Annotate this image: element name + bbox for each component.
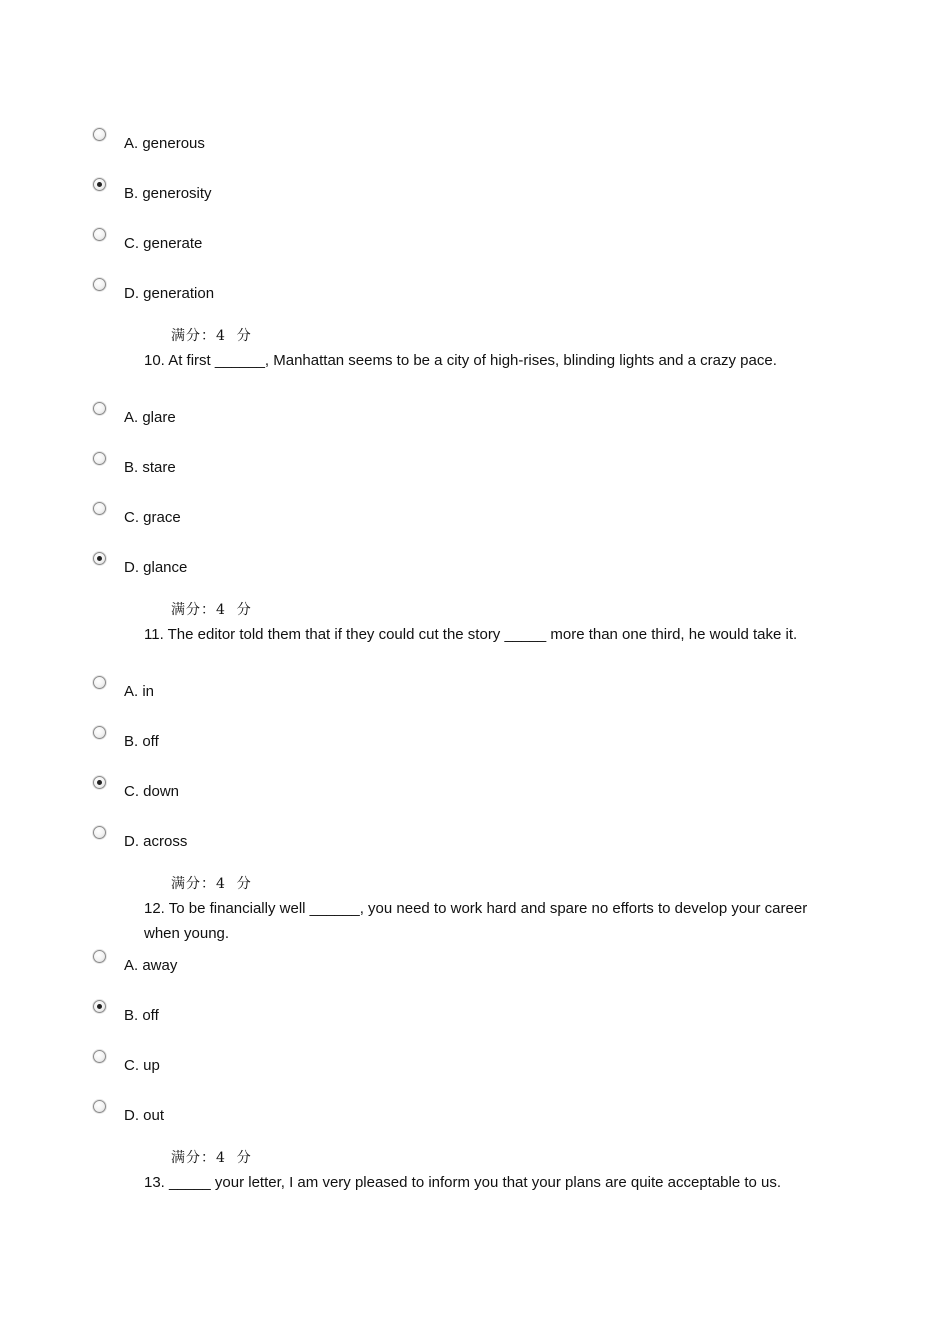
q11-option-b-label[interactable]: B. off xyxy=(124,733,159,750)
q12-option-b-label[interactable]: B. off xyxy=(124,1007,159,1024)
q12-score: 满分：4 分 xyxy=(171,1150,252,1166)
q10-option-d-radio[interactable] xyxy=(93,552,106,565)
q11-option-d-radio[interactable] xyxy=(93,826,106,839)
q9-option-a-label[interactable]: A. generous xyxy=(124,135,205,152)
q11-option-c-radio[interactable] xyxy=(93,776,106,789)
q9-option-d-radio[interactable] xyxy=(93,278,106,291)
q12-option-d-radio[interactable] xyxy=(93,1100,106,1113)
q11-option-c-label[interactable]: C. down xyxy=(124,783,180,800)
q12-option-c-radio[interactable] xyxy=(93,1050,106,1063)
q10-option-a-label[interactable]: A. glare xyxy=(124,409,176,426)
q12-option-d-label[interactable]: D. out xyxy=(124,1107,165,1124)
q10-question-text: 10. At first ______, Manhattan seems to be a city of high-rises, blinding lights and a crazy pace. xyxy=(144,352,777,369)
q10-option-b-radio[interactable] xyxy=(93,452,106,465)
q9-option-b-radio[interactable] xyxy=(93,178,106,191)
q11-option-a-label[interactable]: A. in xyxy=(124,683,155,700)
q10-option-c-label[interactable]: C. grace xyxy=(124,509,181,526)
q9-option-a-radio[interactable] xyxy=(93,128,106,141)
q10-option-c-radio[interactable] xyxy=(93,502,106,515)
q11-option-d-label[interactable]: D. across xyxy=(124,833,188,850)
q12-option-a-radio[interactable] xyxy=(93,950,106,963)
q9-option-c-radio[interactable] xyxy=(93,228,106,241)
q11-question-text: 11. The editor told them that if they could cut the story _____ more than one third, he would take it. xyxy=(144,626,798,643)
q12-option-b-radio[interactable] xyxy=(93,1000,106,1013)
q10-score: 满分：4 分 xyxy=(171,602,252,618)
q10-option-b-label[interactable]: B. stare xyxy=(124,459,176,476)
q10-option-a-radio[interactable] xyxy=(93,402,106,415)
q12-question-text: 12. To be financially well ______, you need to work hard and spare no efforts to develop your career when young. xyxy=(144,900,808,942)
q12-option-a-label[interactable]: A. away xyxy=(124,957,178,974)
q9-score: 满分：4 分 xyxy=(171,328,252,344)
q10-option-d-label[interactable]: D. glance xyxy=(124,559,188,576)
q12-option-c-label[interactable]: C. up xyxy=(124,1057,160,1074)
q11-option-b-radio[interactable] xyxy=(93,726,106,739)
q11-option-a-radio[interactable] xyxy=(93,676,106,689)
q9-option-b-label[interactable]: B. generosity xyxy=(124,185,212,202)
q11-score: 满分：4 分 xyxy=(171,876,252,892)
q9-option-c-label[interactable]: C. generate xyxy=(124,235,203,252)
q13-question-text: 13. _____ your letter, I am very pleased to inform you that your plans are quite acceptable to us. xyxy=(144,1174,782,1191)
q9-option-d-label[interactable]: D. generation xyxy=(124,285,215,302)
